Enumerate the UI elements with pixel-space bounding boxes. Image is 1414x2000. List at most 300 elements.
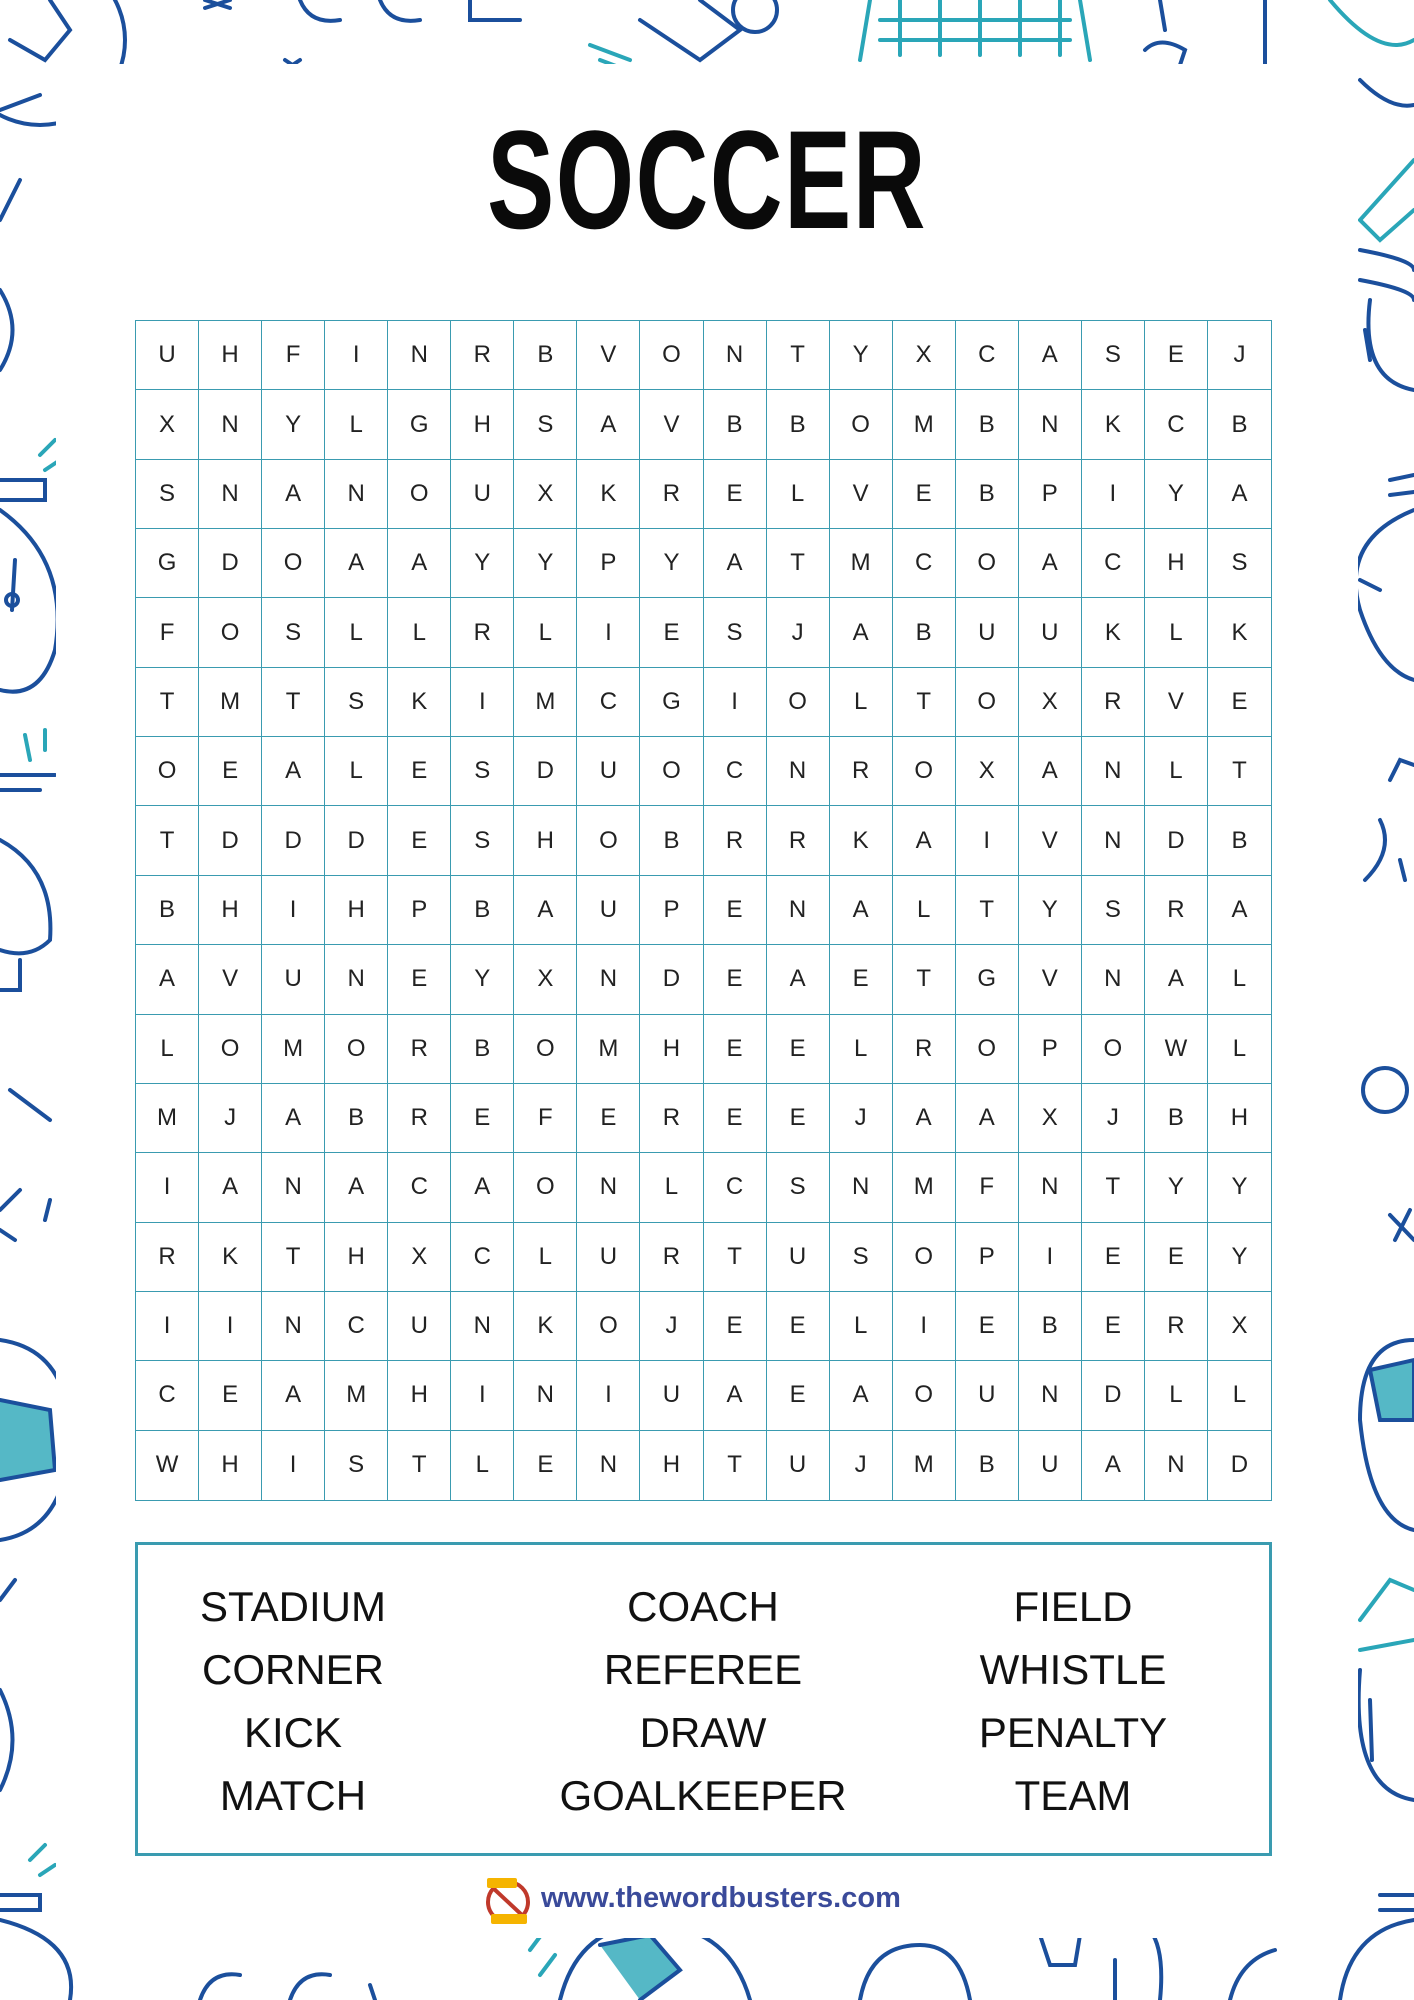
grid-letter[interactable]: L xyxy=(388,598,451,667)
grid-letter[interactable]: C xyxy=(388,1153,451,1222)
grid-letter[interactable]: N xyxy=(577,1153,640,1222)
grid-letter[interactable]: N xyxy=(262,1153,325,1222)
grid-letter[interactable]: D xyxy=(514,737,577,806)
grid-letter[interactable]: G xyxy=(640,668,703,737)
grid-letter[interactable]: O xyxy=(640,321,703,390)
grid-letter[interactable]: N xyxy=(1019,1361,1082,1430)
grid-letter[interactable]: L xyxy=(1208,945,1271,1014)
grid-letter[interactable]: C xyxy=(704,737,767,806)
grid-letter[interactable]: A xyxy=(830,876,893,945)
grid-letter[interactable]: L xyxy=(451,1431,514,1500)
grid-letter[interactable]: I xyxy=(199,1292,262,1361)
grid-letter[interactable]: E xyxy=(956,1292,1019,1361)
grid-letter[interactable]: A xyxy=(830,1361,893,1430)
grid-letter[interactable]: M xyxy=(893,390,956,459)
grid-letter[interactable]: C xyxy=(136,1361,199,1430)
grid-letter[interactable]: U xyxy=(640,1361,703,1430)
grid-letter[interactable]: E xyxy=(199,737,262,806)
grid-letter[interactable]: U xyxy=(136,321,199,390)
grid-letter[interactable]: R xyxy=(767,806,830,875)
grid-letter[interactable]: P xyxy=(640,876,703,945)
grid-letter[interactable]: B xyxy=(136,876,199,945)
grid-letter[interactable]: T xyxy=(767,321,830,390)
grid-letter[interactable]: I xyxy=(136,1153,199,1222)
grid-letter[interactable]: E xyxy=(704,876,767,945)
grid-letter[interactable]: O xyxy=(262,529,325,598)
grid-letter[interactable]: L xyxy=(514,598,577,667)
grid-letter[interactable]: N xyxy=(1145,1431,1208,1500)
grid-letter[interactable]: O xyxy=(956,668,1019,737)
grid-letter[interactable]: V xyxy=(577,321,640,390)
grid-letter[interactable]: N xyxy=(262,1292,325,1361)
grid-letter[interactable]: D xyxy=(199,806,262,875)
grid-letter[interactable]: J xyxy=(199,1084,262,1153)
grid-letter[interactable]: A xyxy=(199,1153,262,1222)
grid-letter[interactable]: N xyxy=(1019,1153,1082,1222)
grid-letter[interactable]: E xyxy=(704,1015,767,1084)
grid-letter[interactable]: N xyxy=(577,945,640,1014)
grid-letter[interactable]: I xyxy=(577,598,640,667)
grid-letter[interactable]: H xyxy=(325,1223,388,1292)
grid-letter[interactable]: T xyxy=(893,945,956,1014)
grid-letter[interactable]: R xyxy=(1082,668,1145,737)
grid-letter[interactable]: R xyxy=(388,1084,451,1153)
grid-letter[interactable]: A xyxy=(325,529,388,598)
grid-letter[interactable]: T xyxy=(388,1431,451,1500)
grid-letter[interactable]: T xyxy=(704,1431,767,1500)
grid-letter[interactable]: E xyxy=(514,1431,577,1500)
grid-letter[interactable]: O xyxy=(893,737,956,806)
grid-letter[interactable]: O xyxy=(767,668,830,737)
grid-letter[interactable]: J xyxy=(640,1292,703,1361)
grid-letter[interactable]: E xyxy=(451,1084,514,1153)
grid-letter[interactable]: E xyxy=(1145,321,1208,390)
grid-letter[interactable]: S xyxy=(1082,876,1145,945)
grid-letter[interactable]: D xyxy=(199,529,262,598)
grid-letter[interactable]: B xyxy=(451,876,514,945)
grid-letter[interactable]: C xyxy=(893,529,956,598)
grid-letter[interactable]: S xyxy=(1082,321,1145,390)
grid-letter[interactable]: E xyxy=(640,598,703,667)
grid-letter[interactable]: C xyxy=(704,1153,767,1222)
grid-letter[interactable]: B xyxy=(514,321,577,390)
grid-letter[interactable]: R xyxy=(893,1015,956,1084)
grid-letter[interactable]: Y xyxy=(640,529,703,598)
grid-letter[interactable]: V xyxy=(1145,668,1208,737)
grid-letter[interactable]: I xyxy=(1019,1223,1082,1292)
grid-letter[interactable]: A xyxy=(514,876,577,945)
grid-letter[interactable]: N xyxy=(199,460,262,529)
grid-letter[interactable]: S xyxy=(1208,529,1271,598)
grid-letter[interactable]: O xyxy=(388,460,451,529)
grid-letter[interactable]: H xyxy=(325,876,388,945)
grid-letter[interactable]: A xyxy=(262,1361,325,1430)
grid-letter[interactable]: V xyxy=(830,460,893,529)
grid-letter[interactable]: C xyxy=(325,1292,388,1361)
grid-letter[interactable]: Y xyxy=(262,390,325,459)
grid-letter[interactable]: E xyxy=(893,460,956,529)
grid-letter[interactable]: A xyxy=(704,529,767,598)
grid-letter[interactable]: O xyxy=(514,1153,577,1222)
grid-letter[interactable]: X xyxy=(1019,668,1082,737)
grid-letter[interactable]: V xyxy=(1019,806,1082,875)
grid-letter[interactable]: A xyxy=(1208,876,1271,945)
grid-letter[interactable]: N xyxy=(1082,737,1145,806)
grid-letter[interactable]: K xyxy=(1208,598,1271,667)
grid-letter[interactable]: Y xyxy=(1208,1153,1271,1222)
grid-letter[interactable]: J xyxy=(1208,321,1271,390)
grid-letter[interactable]: I xyxy=(325,321,388,390)
grid-letter[interactable]: L xyxy=(893,876,956,945)
grid-letter[interactable]: Y xyxy=(451,529,514,598)
grid-letter[interactable]: L xyxy=(830,1292,893,1361)
grid-letter[interactable]: B xyxy=(1208,806,1271,875)
grid-letter[interactable]: M xyxy=(136,1084,199,1153)
grid-letter[interactable]: K xyxy=(514,1292,577,1361)
grid-letter[interactable]: N xyxy=(704,321,767,390)
grid-letter[interactable]: E xyxy=(577,1084,640,1153)
grid-letter[interactable]: L xyxy=(325,390,388,459)
grid-letter[interactable]: H xyxy=(388,1361,451,1430)
grid-letter[interactable]: A xyxy=(1082,1431,1145,1500)
grid-letter[interactable]: R xyxy=(704,806,767,875)
grid-letter[interactable]: D xyxy=(1145,806,1208,875)
grid-letter[interactable]: T xyxy=(262,1223,325,1292)
grid-letter[interactable]: C xyxy=(956,321,1019,390)
grid-letter[interactable]: C xyxy=(1082,529,1145,598)
grid-letter[interactable]: Y xyxy=(1145,460,1208,529)
grid-letter[interactable]: A xyxy=(262,460,325,529)
grid-letter[interactable]: A xyxy=(893,806,956,875)
grid-letter[interactable]: B xyxy=(640,806,703,875)
grid-letter[interactable]: A xyxy=(388,529,451,598)
grid-letter[interactable]: B xyxy=(767,390,830,459)
website-link[interactable]: www.thewordbusters.com xyxy=(541,1882,901,1914)
grid-letter[interactable]: X xyxy=(514,945,577,1014)
grid-letter[interactable]: O xyxy=(956,1015,1019,1084)
grid-letter[interactable]: H xyxy=(199,1431,262,1500)
grid-letter[interactable]: M xyxy=(325,1361,388,1430)
grid-letter[interactable]: E xyxy=(199,1361,262,1430)
grid-letter[interactable]: A xyxy=(893,1084,956,1153)
grid-letter[interactable]: O xyxy=(830,390,893,459)
grid-letter[interactable]: L xyxy=(136,1015,199,1084)
grid-letter[interactable]: H xyxy=(1145,529,1208,598)
grid-letter[interactable]: O xyxy=(199,1015,262,1084)
grid-letter[interactable]: R xyxy=(640,1223,703,1292)
grid-letter[interactable]: S xyxy=(514,390,577,459)
grid-letter[interactable]: O xyxy=(514,1015,577,1084)
grid-letter[interactable]: I xyxy=(577,1361,640,1430)
grid-letter[interactable]: X xyxy=(388,1223,451,1292)
grid-letter[interactable]: O xyxy=(577,1292,640,1361)
grid-letter[interactable]: G xyxy=(388,390,451,459)
grid-letter[interactable]: U xyxy=(956,598,1019,667)
grid-letter[interactable]: A xyxy=(1145,945,1208,1014)
grid-letter[interactable]: O xyxy=(893,1223,956,1292)
grid-letter[interactable]: U xyxy=(577,737,640,806)
grid-letter[interactable]: C xyxy=(577,668,640,737)
grid-letter[interactable]: R xyxy=(451,598,514,667)
grid-letter[interactable]: B xyxy=(1208,390,1271,459)
grid-letter[interactable]: T xyxy=(956,876,1019,945)
grid-letter[interactable]: J xyxy=(830,1084,893,1153)
grid-letter[interactable]: H xyxy=(199,321,262,390)
grid-letter[interactable]: I xyxy=(893,1292,956,1361)
grid-letter[interactable]: A xyxy=(451,1153,514,1222)
grid-letter[interactable]: W xyxy=(1145,1015,1208,1084)
grid-letter[interactable]: M xyxy=(262,1015,325,1084)
grid-letter[interactable]: V xyxy=(640,390,703,459)
grid-letter[interactable]: U xyxy=(577,876,640,945)
grid-letter[interactable]: O xyxy=(640,737,703,806)
grid-letter[interactable]: O xyxy=(1082,1015,1145,1084)
grid-letter[interactable]: U xyxy=(451,460,514,529)
grid-letter[interactable]: A xyxy=(956,1084,1019,1153)
grid-letter[interactable]: O xyxy=(577,806,640,875)
grid-letter[interactable]: B xyxy=(325,1084,388,1153)
grid-letter[interactable]: M xyxy=(199,668,262,737)
grid-letter[interactable]: E xyxy=(767,1084,830,1153)
grid-letter[interactable]: E xyxy=(1208,668,1271,737)
grid-letter[interactable]: W xyxy=(136,1431,199,1500)
grid-letter[interactable]: X xyxy=(1208,1292,1271,1361)
grid-letter[interactable]: K xyxy=(577,460,640,529)
grid-letter[interactable]: H xyxy=(514,806,577,875)
grid-letter[interactable]: E xyxy=(704,460,767,529)
grid-letter[interactable]: X xyxy=(514,460,577,529)
grid-letter[interactable]: A xyxy=(262,737,325,806)
grid-letter[interactable]: E xyxy=(767,1361,830,1430)
grid-letter[interactable]: L xyxy=(1145,598,1208,667)
grid-letter[interactable]: U xyxy=(1019,1431,1082,1500)
grid-letter[interactable]: Y xyxy=(514,529,577,598)
grid-letter[interactable]: Y xyxy=(1145,1153,1208,1222)
grid-letter[interactable]: I xyxy=(262,876,325,945)
grid-letter[interactable]: J xyxy=(830,1431,893,1500)
grid-letter[interactable]: J xyxy=(1082,1084,1145,1153)
grid-letter[interactable]: N xyxy=(199,390,262,459)
grid-letter[interactable]: N xyxy=(767,876,830,945)
grid-letter[interactable]: I xyxy=(136,1292,199,1361)
grid-letter[interactable]: P xyxy=(388,876,451,945)
grid-letter[interactable]: O xyxy=(956,529,1019,598)
grid-letter[interactable]: A xyxy=(1019,529,1082,598)
grid-letter[interactable]: S xyxy=(767,1153,830,1222)
grid-letter[interactable]: N xyxy=(451,1292,514,1361)
grid-letter[interactable]: L xyxy=(1145,737,1208,806)
grid-letter[interactable]: E xyxy=(704,1084,767,1153)
grid-letter[interactable]: D xyxy=(640,945,703,1014)
grid-letter[interactable]: F xyxy=(136,598,199,667)
grid-letter[interactable]: A xyxy=(767,945,830,1014)
grid-letter[interactable]: N xyxy=(1082,945,1145,1014)
grid-letter[interactable]: B xyxy=(893,598,956,667)
grid-letter[interactable]: F xyxy=(262,321,325,390)
grid-letter[interactable]: L xyxy=(514,1223,577,1292)
grid-letter[interactable]: L xyxy=(1145,1361,1208,1430)
grid-letter[interactable]: A xyxy=(1019,737,1082,806)
grid-letter[interactable]: V xyxy=(199,945,262,1014)
grid-letter[interactable]: U xyxy=(577,1223,640,1292)
grid-letter[interactable]: N xyxy=(1019,390,1082,459)
grid-letter[interactable]: A xyxy=(136,945,199,1014)
grid-letter[interactable]: C xyxy=(451,1223,514,1292)
grid-letter[interactable]: Y xyxy=(1019,876,1082,945)
grid-letter[interactable]: T xyxy=(767,529,830,598)
grid-letter[interactable]: P xyxy=(577,529,640,598)
grid-letter[interactable]: Y xyxy=(1208,1223,1271,1292)
grid-letter[interactable]: N xyxy=(767,737,830,806)
grid-letter[interactable]: B xyxy=(1145,1084,1208,1153)
grid-letter[interactable]: X xyxy=(1019,1084,1082,1153)
grid-letter[interactable]: L xyxy=(767,460,830,529)
grid-letter[interactable]: P xyxy=(1019,1015,1082,1084)
grid-letter[interactable]: E xyxy=(767,1015,830,1084)
grid-letter[interactable]: B xyxy=(451,1015,514,1084)
grid-letter[interactable]: J xyxy=(767,598,830,667)
grid-letter[interactable]: F xyxy=(514,1084,577,1153)
grid-letter[interactable]: U xyxy=(767,1431,830,1500)
grid-letter[interactable]: L xyxy=(325,598,388,667)
grid-letter[interactable]: K xyxy=(830,806,893,875)
grid-letter[interactable]: O xyxy=(136,737,199,806)
grid-letter[interactable]: N xyxy=(325,945,388,1014)
grid-letter[interactable]: A xyxy=(1019,321,1082,390)
grid-letter[interactable]: K xyxy=(1082,598,1145,667)
grid-letter[interactable]: S xyxy=(830,1223,893,1292)
grid-letter[interactable]: A xyxy=(704,1361,767,1430)
grid-letter[interactable]: S xyxy=(325,1431,388,1500)
grid-letter[interactable]: I xyxy=(1082,460,1145,529)
grid-letter[interactable]: K xyxy=(1082,390,1145,459)
grid-letter[interactable]: F xyxy=(956,1153,1019,1222)
grid-letter[interactable]: E xyxy=(1082,1292,1145,1361)
grid-letter[interactable]: H xyxy=(199,876,262,945)
grid-letter[interactable]: I xyxy=(262,1431,325,1500)
grid-letter[interactable]: E xyxy=(388,737,451,806)
grid-letter[interactable]: X xyxy=(893,321,956,390)
grid-letter[interactable]: S xyxy=(136,460,199,529)
grid-letter[interactable]: M xyxy=(830,529,893,598)
grid-letter[interactable]: E xyxy=(704,1292,767,1361)
grid-letter[interactable]: E xyxy=(388,806,451,875)
grid-letter[interactable]: S xyxy=(451,737,514,806)
grid-letter[interactable]: N xyxy=(830,1153,893,1222)
grid-letter[interactable]: E xyxy=(830,945,893,1014)
grid-letter[interactable]: H xyxy=(640,1431,703,1500)
grid-letter[interactable]: L xyxy=(640,1153,703,1222)
grid-letter[interactable]: M xyxy=(514,668,577,737)
grid-letter[interactable]: A xyxy=(262,1084,325,1153)
grid-letter[interactable]: S xyxy=(325,668,388,737)
grid-letter[interactable]: B xyxy=(956,1431,1019,1500)
grid-letter[interactable]: X xyxy=(956,737,1019,806)
grid-letter[interactable]: U xyxy=(388,1292,451,1361)
grid-letter[interactable]: T xyxy=(1082,1153,1145,1222)
grid-letter[interactable]: K xyxy=(388,668,451,737)
grid-letter[interactable]: O xyxy=(199,598,262,667)
grid-letter[interactable]: G xyxy=(956,945,1019,1014)
grid-letter[interactable]: R xyxy=(388,1015,451,1084)
grid-letter[interactable]: D xyxy=(1230,1451,1249,1479)
grid-letter[interactable]: P xyxy=(956,1223,1019,1292)
grid-letter[interactable]: X xyxy=(136,390,199,459)
grid-letter[interactable]: T xyxy=(893,668,956,737)
grid-letter[interactable]: T xyxy=(704,1223,767,1292)
grid-letter[interactable]: P xyxy=(1019,460,1082,529)
grid-letter[interactable]: U xyxy=(767,1223,830,1292)
grid-letter[interactable]: A xyxy=(325,1153,388,1222)
grid-letter[interactable]: T xyxy=(262,668,325,737)
grid-letter[interactable]: A xyxy=(1208,460,1271,529)
grid-letter[interactable]: E xyxy=(1082,1223,1145,1292)
grid-letter[interactable]: B xyxy=(956,460,1019,529)
grid-letter[interactable]: A xyxy=(830,598,893,667)
grid-letter[interactable]: I xyxy=(956,806,1019,875)
grid-letter[interactable]: R xyxy=(640,460,703,529)
grid-letter[interactable]: O xyxy=(893,1361,956,1430)
grid-letter[interactable]: C xyxy=(1145,390,1208,459)
grid-letter[interactable]: H xyxy=(1208,1084,1271,1153)
grid-letter[interactable]: M xyxy=(893,1153,956,1222)
grid-letter[interactable]: R xyxy=(640,1084,703,1153)
grid-letter[interactable]: H xyxy=(451,390,514,459)
grid-letter[interactable]: N xyxy=(577,1431,640,1500)
grid-letter[interactable]: I xyxy=(451,1361,514,1430)
grid-letter[interactable]: B xyxy=(704,390,767,459)
grid-letter[interactable]: R xyxy=(1145,876,1208,945)
grid-letter[interactable]: R xyxy=(830,737,893,806)
grid-letter[interactable]: T xyxy=(136,806,199,875)
grid-letter[interactable]: I xyxy=(704,668,767,737)
grid-letter[interactable]: L xyxy=(325,737,388,806)
grid-letter[interactable]: D xyxy=(1082,1361,1145,1430)
grid-letter[interactable]: E xyxy=(388,945,451,1014)
grid-letter[interactable]: Y xyxy=(830,321,893,390)
grid-letter[interactable]: Y xyxy=(451,945,514,1014)
grid-letter[interactable]: L xyxy=(830,668,893,737)
grid-letter[interactable]: R xyxy=(136,1223,199,1292)
grid-letter[interactable]: L xyxy=(1208,1015,1271,1084)
grid-letter[interactable]: U xyxy=(262,945,325,1014)
grid-letter[interactable]: N xyxy=(1082,806,1145,875)
grid-letter[interactable]: B xyxy=(1019,1292,1082,1361)
grid-letter[interactable]: R xyxy=(1145,1292,1208,1361)
grid-letter[interactable]: M xyxy=(577,1015,640,1084)
grid-letter[interactable]: S xyxy=(704,598,767,667)
grid-letter[interactable]: T xyxy=(136,668,199,737)
grid-letter[interactable]: I xyxy=(451,668,514,737)
grid-letter[interactable]: E xyxy=(1145,1223,1208,1292)
grid-letter[interactable]: D xyxy=(262,806,325,875)
grid-letter[interactable]: N xyxy=(388,321,451,390)
grid-letter[interactable]: E xyxy=(704,945,767,1014)
grid-letter[interactable]: U xyxy=(1019,598,1082,667)
grid-letter[interactable]: D xyxy=(325,806,388,875)
grid-letter[interactable]: M xyxy=(893,1431,956,1500)
grid-letter[interactable]: T xyxy=(1208,737,1271,806)
grid-letter[interactable]: L xyxy=(830,1015,893,1084)
grid-letter[interactable]: K xyxy=(199,1223,262,1292)
grid-letter[interactable]: V xyxy=(1019,945,1082,1014)
grid-letter[interactable]: S xyxy=(262,598,325,667)
grid-letter[interactable]: O xyxy=(325,1015,388,1084)
grid-letter[interactable]: N xyxy=(514,1361,577,1430)
grid-letter[interactable]: H xyxy=(640,1015,703,1084)
grid-letter[interactable]: U xyxy=(956,1361,1019,1430)
grid-letter[interactable]: E xyxy=(767,1292,830,1361)
